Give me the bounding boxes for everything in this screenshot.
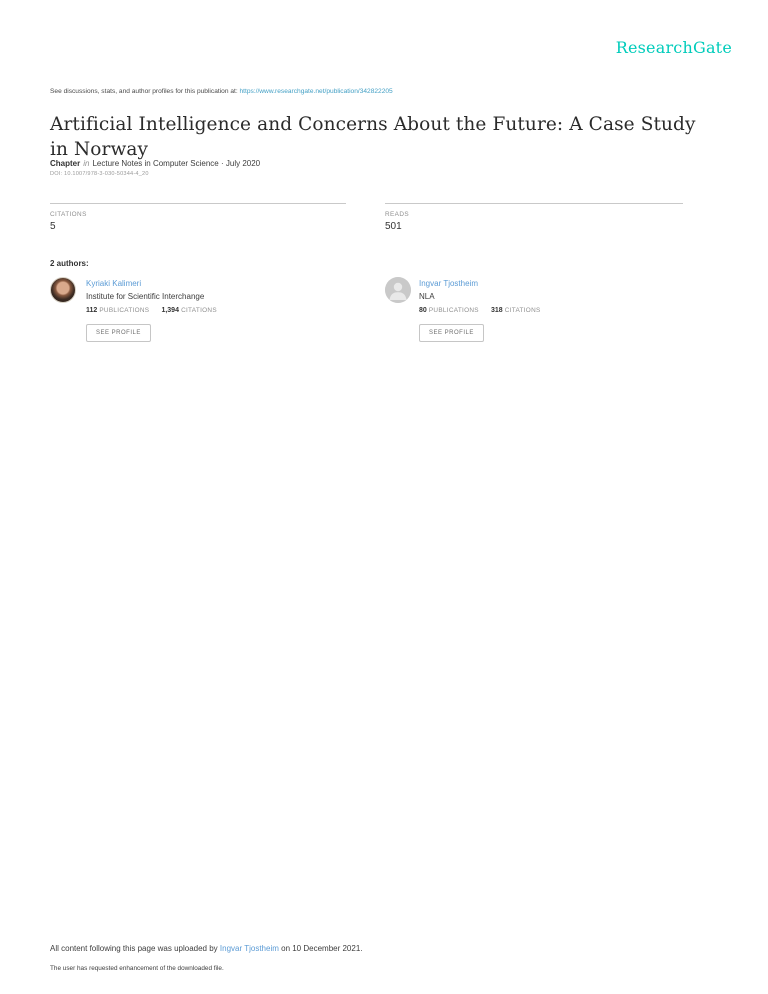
preface-text: See discussions, stats, and author profiles for this publication at: (50, 88, 240, 95)
publications-count: 80 (419, 307, 427, 314)
venue-text: Lecture Notes in Computer Science · July 2020 (92, 159, 261, 168)
enhancement-note: The user has requested enhancement of the downloaded file. (50, 965, 224, 972)
citations-label: CITATIONS (50, 211, 87, 218)
uploader-link[interactable]: Ingvar Tjostheim (219, 944, 279, 953)
upload-notice (50, 944, 363, 953)
citations-label: CITATIONS (504, 307, 541, 314)
author-name-link[interactable]: Ingvar Tjostheim (419, 279, 478, 288)
publications-label: PUBLICATIONS (99, 307, 150, 314)
publications-count: 112 (86, 307, 98, 314)
author-metrics (419, 307, 541, 314)
preface-line (50, 88, 393, 95)
reads-divider (385, 203, 683, 204)
author-avatar-photo[interactable] (50, 277, 76, 303)
author-avatar-placeholder[interactable] (385, 277, 411, 303)
publication-link[interactable]: https://www.researchgate.net/publication/342822205 (239, 88, 393, 95)
author-name-link[interactable]: Kyriaki Kalimeri (86, 279, 142, 288)
doi-text: DOI: 10.1007/978-3-030-50344-4_20 (50, 171, 149, 177)
author-affiliation: Institute for Scientific Interchange (86, 292, 205, 301)
reads-value: 501 (385, 221, 402, 232)
author-metrics (86, 307, 217, 314)
citations-count: 318 (490, 307, 503, 314)
author-affiliation: NLA (419, 292, 435, 301)
researchgate-logo: ResearchGate (615, 38, 732, 57)
person-icon (385, 277, 411, 303)
upload-notice-suffix: on 10 December 2021. (278, 944, 363, 953)
publications-label: PUBLICATIONS (428, 307, 479, 314)
citations-label: CITATIONS (181, 307, 217, 314)
upload-notice-prefix: All content following this page was uploaded by (50, 944, 220, 953)
see-profile-button[interactable]: SEE PROFILE (419, 324, 484, 342)
authors-heading: 2 authors: (50, 259, 89, 268)
paper-title: Artificial Intelligence and Concerns About the Future: A Case Study in Norway (50, 114, 696, 160)
publication-meta (50, 159, 260, 168)
citations-divider (50, 203, 346, 204)
citations-value: 5 (50, 221, 56, 232)
reads-label: READS (385, 211, 410, 218)
in-word: in (83, 159, 90, 168)
citations-count: 1,394 (161, 307, 179, 314)
see-profile-button[interactable]: SEE PROFILE (86, 324, 151, 342)
publication-type: Chapter (50, 159, 81, 168)
